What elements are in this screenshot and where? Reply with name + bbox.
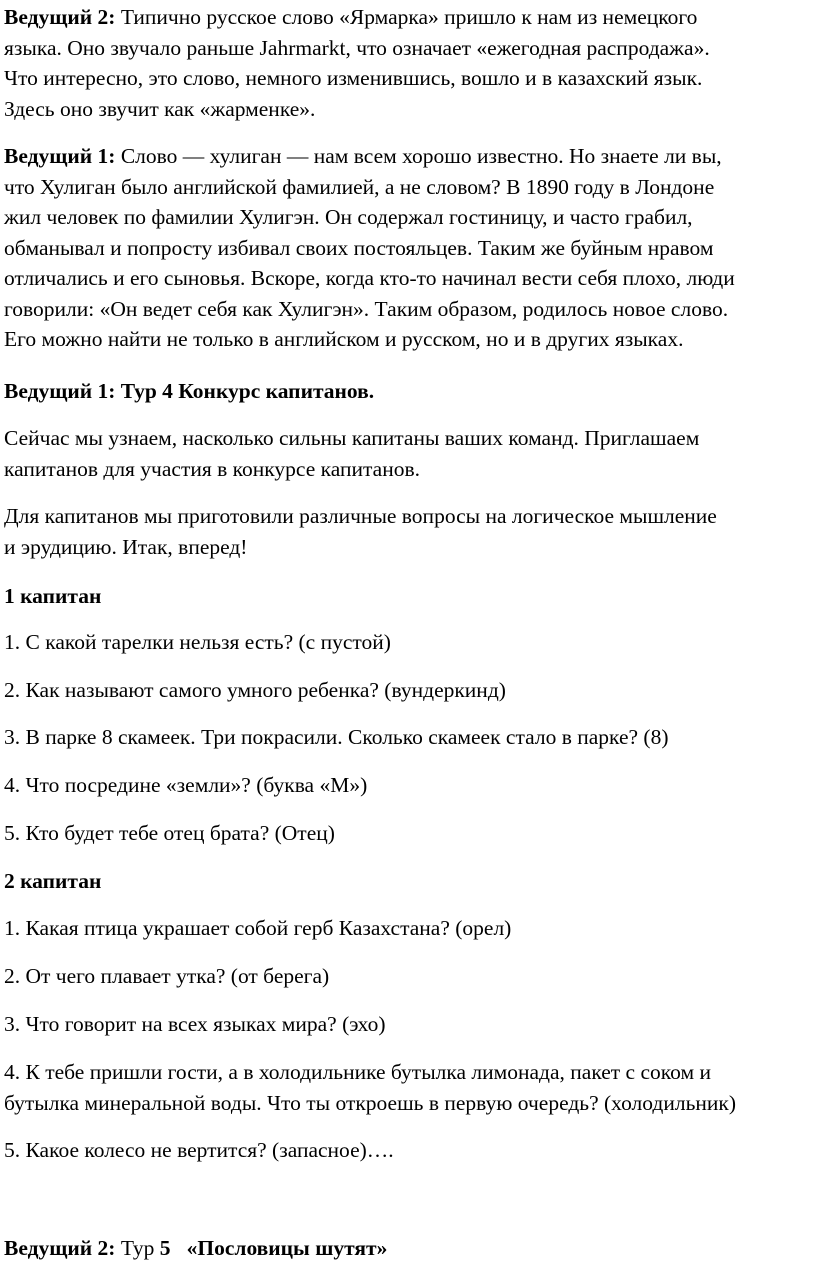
captain-2-question-3: 3. Что говорит на всех языках мира? (эхо) [4,1012,386,1036]
tour-number: 5 [159,1236,171,1260]
text-line: Сейчас мы узнаем, насколько сильны капитаны ваших команд. Приглашаем [4,426,700,450]
captain-2-question-1: 1. Какая птица украшает собой герб Казахстана? (орел) [4,916,512,940]
captain-1-question-5: 5. Кто будет тебе отец брата? (Отец) [4,821,335,845]
tour-title: «Пословицы шутят» [170,1236,388,1260]
tour-5-heading [4,1233,387,1264]
captain-1-question-4: 4. Что посредине «земли»? (буква «М») [4,773,368,797]
text-line: Его можно найти не только в английском и русском, но и в других языках. [4,327,684,351]
text-line: и эрудицию. Итак, вперед! [4,534,248,559]
captain-1-question-2: 2. Как называют самого умного ребенка? (вундеркинд) [4,678,506,702]
tour-label: Тур [115,1236,160,1260]
tour-4-heading: Ведущий 1: Тур 4 Конкурс капитанов. [4,379,375,403]
paragraph-jahrmarkt [4,2,710,124]
text-line: капитанов для участия в конкурсе капитанов. [4,456,420,481]
paragraph-questions-intro [4,501,717,562]
captain-1-heading: 1 капитан [4,584,102,608]
text-line: отличались и его сыновья. Вскоре, когда кто-то начинал вести себя плохо, люди [4,266,735,290]
text-line: Типично русское слово «Ярмарка» пришло к нам из немецкого [115,5,698,29]
captain-1-question-3: 3. В парке 8 скамеек. Три покрасили. Сколько скамеек стало в парке? (8) [4,725,669,749]
text-line: Здесь оно звучит как «жарменке». [4,96,316,121]
text-line: жил человек по фамилии Хулигэн. Он содержал гостиницу, и часто грабил, [4,205,693,229]
text-line: обманывал и попросту избивал своих постояльцев. Таким же буйным нравом [4,235,714,260]
text-line: Что интересно, это слово, немного изменившись, вошло и в казахский язык. [4,66,703,90]
text-line: бутылка минеральной воды. Что ты откроешь в первую очередь? (холодильник) [4,1090,736,1115]
captain-2-heading: 2 капитан [4,869,102,893]
text-line: языка. Оно звучало раньше Jahrmarkt, что означает «ежегодная распродажа». [4,35,710,60]
captain-1-question-1: 1. С какой тарелки нельзя есть? (с пустой) [4,630,391,654]
text-line: Для капитанов мы приготовили различные вопросы на логическое мышление [4,504,717,528]
text-line: Слово — хулиган — нам всем хорошо известно. Но знаете ли вы, [115,144,722,168]
text-line: говорили: «Он ведет себя как Хулигэн». Таким образом, родилось новое слово. [4,296,729,321]
text-line: 4. К тебе пришли гости, а в холодильнике бутылка лимонада, пакет с соком и [4,1060,711,1084]
text-line: что Хулиган было английской фамилией, а не словом? В 1890 году в Лондоне [4,174,715,199]
speaker-label: Ведущий 2: [4,1236,116,1260]
speaker-label: Ведущий 2: [4,5,116,29]
captain-2-question-5: 5. Какое колесо не вертится? (запасное)…. [4,1138,394,1162]
captain-2-question-2: 2. От чего плавает утка? (от берега) [4,964,330,988]
paragraph-captains-intro [4,423,699,484]
paragraph-hooligan [4,141,735,355]
speaker-label: Ведущий 1: [4,144,116,168]
captain-2-question-4 [4,1057,736,1118]
